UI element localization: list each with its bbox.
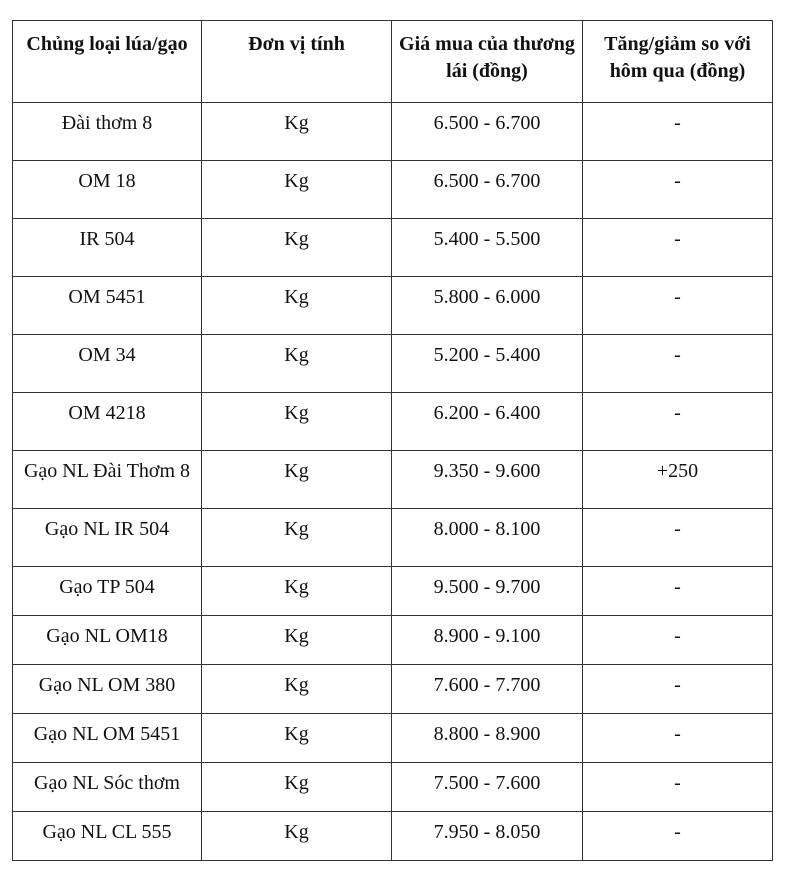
cell-change: +250 [583, 451, 773, 509]
table-row [13, 763, 773, 812]
cell-change: - [583, 393, 773, 451]
table-row [13, 335, 773, 393]
header-change: Tăng/giảm so với hôm qua (đồng) [583, 21, 773, 103]
cell-change: - [583, 509, 773, 567]
cell-change: - [583, 665, 773, 714]
cell-unit: Kg [202, 451, 392, 509]
cell-change: - [583, 567, 773, 616]
cell-price: 6.200 - 6.400 [392, 393, 583, 451]
cell-variety: Gạo NL OM 5451 [13, 714, 202, 763]
table-row [13, 509, 773, 567]
table-row [13, 277, 773, 335]
cell-change: - [583, 714, 773, 763]
cell-variety: Gạo NL Đài Thơm 8 [13, 451, 202, 509]
cell-change: - [583, 616, 773, 665]
cell-unit: Kg [202, 103, 392, 161]
cell-price: 8.900 - 9.100 [392, 616, 583, 665]
cell-change: - [583, 219, 773, 277]
cell-variety: Gạo NL OM 380 [13, 665, 202, 714]
rice-price-table [12, 20, 773, 861]
cell-price: 6.500 - 6.700 [392, 103, 583, 161]
table-row [13, 161, 773, 219]
cell-change: - [583, 277, 773, 335]
cell-change: - [583, 103, 773, 161]
cell-variety: Gạo NL Sóc thơm [13, 763, 202, 812]
cell-unit: Kg [202, 567, 392, 616]
cell-variety: Gạo NL OM18 [13, 616, 202, 665]
header-unit: Đơn vị tính [202, 21, 392, 103]
table-row [13, 714, 773, 763]
cell-price: 7.500 - 7.600 [392, 763, 583, 812]
cell-unit: Kg [202, 277, 392, 335]
cell-price: 6.500 - 6.700 [392, 161, 583, 219]
header-trader-price: Giá mua của thương lái (đồng) [392, 21, 583, 103]
table-row [13, 665, 773, 714]
cell-price: 8.800 - 8.900 [392, 714, 583, 763]
table-row [13, 567, 773, 616]
cell-unit: Kg [202, 763, 392, 812]
table-row [13, 393, 773, 451]
cell-unit: Kg [202, 616, 392, 665]
cell-change: - [583, 161, 773, 219]
header-variety: Chủng loại lúa/gạo [13, 21, 202, 103]
cell-variety: OM 5451 [13, 277, 202, 335]
cell-price: 7.600 - 7.700 [392, 665, 583, 714]
cell-unit: Kg [202, 509, 392, 567]
cell-unit: Kg [202, 812, 392, 861]
cell-unit: Kg [202, 714, 392, 763]
cell-variety: Gạo NL CL 555 [13, 812, 202, 861]
table-row [13, 451, 773, 509]
cell-price: 5.400 - 5.500 [392, 219, 583, 277]
cell-unit: Kg [202, 335, 392, 393]
cell-unit: Kg [202, 161, 392, 219]
cell-unit: Kg [202, 219, 392, 277]
cell-price: 9.500 - 9.700 [392, 567, 583, 616]
cell-variety: IR 504 [13, 219, 202, 277]
cell-change: - [583, 763, 773, 812]
cell-variety: Gạo NL IR 504 [13, 509, 202, 567]
table-header-row [13, 21, 773, 103]
cell-price: 7.950 - 8.050 [392, 812, 583, 861]
cell-price: 8.000 - 8.100 [392, 509, 583, 567]
table-row [13, 812, 773, 861]
cell-price: 5.800 - 6.000 [392, 277, 583, 335]
cell-variety: Gạo TP 504 [13, 567, 202, 616]
cell-variety: OM 4218 [13, 393, 202, 451]
table-row [13, 219, 773, 277]
cell-change: - [583, 812, 773, 861]
cell-variety: Đài thơm 8 [13, 103, 202, 161]
cell-variety: OM 34 [13, 335, 202, 393]
cell-price: 9.350 - 9.600 [392, 451, 583, 509]
cell-variety: OM 18 [13, 161, 202, 219]
cell-change: - [583, 335, 773, 393]
table-row [13, 616, 773, 665]
table-row [13, 103, 773, 161]
cell-unit: Kg [202, 393, 392, 451]
cell-price: 5.200 - 5.400 [392, 335, 583, 393]
cell-unit: Kg [202, 665, 392, 714]
